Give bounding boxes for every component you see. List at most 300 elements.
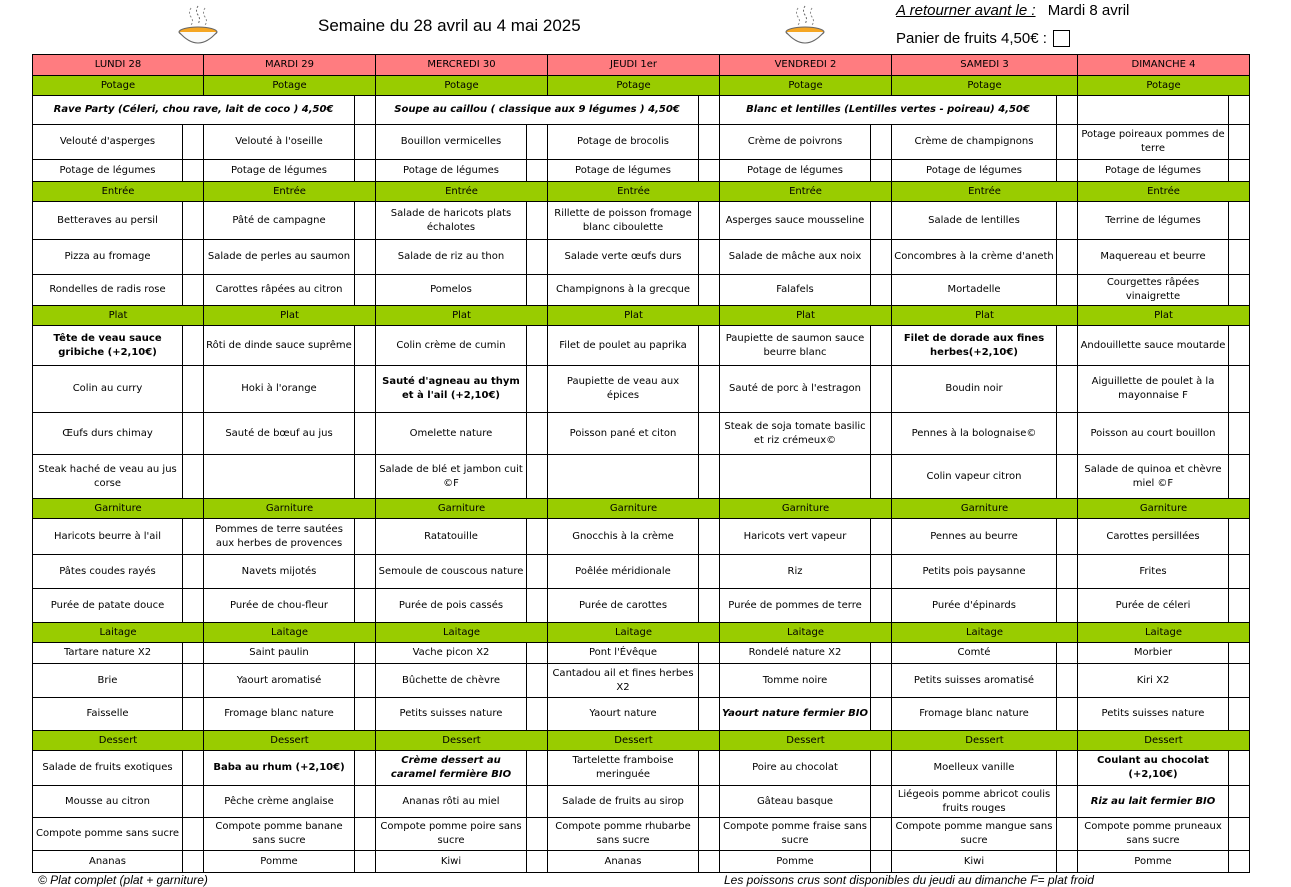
menu-row [33,240,1250,275]
quantity-cell[interactable] [1057,555,1078,589]
menu-item: Gâteau basque [720,786,871,818]
quantity-cell[interactable] [355,664,376,698]
menu-item: Compote pomme pruneaux sans sucre [1078,818,1229,851]
category-header-potage: Potage [376,76,548,96]
menu-item: Velouté d'asperges [33,125,183,160]
quantity-cell[interactable] [183,202,204,240]
quantity-cell[interactable] [1057,786,1078,818]
menu-row [33,160,1250,182]
quantity-cell[interactable] [871,664,892,698]
menu-row [33,555,1250,589]
menu-item: Brie [33,664,183,698]
day-header: DIMANCHE 4 [1078,55,1250,76]
quantity-cell[interactable] [871,413,892,455]
menu-item: Comté [892,643,1057,664]
menu-item: Rôti de dinde sauce suprême [204,326,355,366]
category-header-entree: Entrée [204,182,376,202]
quantity-cell[interactable] [871,455,892,499]
menu-item: Sauté de bœuf au jus [204,413,355,455]
quantity-cell[interactable] [699,125,720,160]
quantity-cell[interactable] [183,664,204,698]
category-header-plat: Plat [548,306,720,326]
quantity-cell[interactable] [527,366,548,413]
quantity-cell[interactable] [871,555,892,589]
menu-row [33,455,1250,499]
menu-item: Compote pomme mangue sans sucre [892,818,1057,851]
menu-item: Mortadelle [892,275,1057,306]
quantity-cell[interactable] [355,96,376,125]
quantity-cell[interactable] [527,698,548,731]
quantity-cell[interactable] [1057,698,1078,731]
quantity-cell[interactable] [527,519,548,555]
quantity-cell[interactable] [1057,851,1078,873]
quantity-cell[interactable] [1057,96,1078,125]
quantity-cell[interactable] [355,519,376,555]
menu-item: Pomme [1078,851,1229,873]
menu-item: Filet de poulet au paprika [548,326,699,366]
menu-item: Bûchette de chèvre [376,664,527,698]
menu-item: Haricots beurre à l'ail [33,519,183,555]
page-title: Semaine du 28 avril au 4 mai 2025 [318,16,581,35]
menu-row [33,519,1250,555]
menu-row [33,818,1250,851]
quantity-cell[interactable] [699,455,720,499]
menu-item: Salade de blé et jambon cuit ©F [376,455,527,499]
category-header-garniture: Garniture [548,499,720,519]
quantity-cell[interactable] [1229,366,1250,413]
quantity-cell[interactable] [699,698,720,731]
quantity-cell[interactable] [699,555,720,589]
quantity-cell[interactable] [355,555,376,589]
menu-item: Tête de veau sauce gribiche (+2,10€) [33,326,183,366]
quantity-cell[interactable] [527,160,548,182]
menu-item [204,455,355,499]
quantity-cell[interactable] [1057,818,1078,851]
menu-item: Sauté de porc à l'estragon [720,366,871,413]
quantity-cell[interactable] [183,786,204,818]
quantity-cell[interactable] [355,326,376,366]
menu-item: Petits suisses aromatisé [892,664,1057,698]
quantity-cell[interactable] [1057,326,1078,366]
menu-item: Tomme noire [720,664,871,698]
menu-item: Ananas rôti au miel [376,786,527,818]
quantity-cell[interactable] [527,125,548,160]
quantity-cell[interactable] [183,413,204,455]
quantity-cell[interactable] [871,275,892,306]
quantity-cell[interactable] [355,851,376,873]
menu-item: Potage de légumes [1078,160,1229,182]
menu-item: Crème dessert au caramel fermière BIO [376,751,527,786]
menu-item: Purée de patate douce [33,589,183,623]
menu-item: Rillette de poisson fromage blanc ciboulette [548,202,699,240]
menu-item: Salade de mâche aux noix [720,240,871,275]
quantity-cell[interactable] [355,751,376,786]
menu-item: Riz [720,555,871,589]
quantity-cell[interactable] [1229,96,1250,125]
menu-item: Pennes à la bolognaise© [892,413,1057,455]
category-header-potage: Potage [892,76,1078,96]
menu-item: Colin vapeur citron [892,455,1057,499]
menu-item: Purée de carottes [548,589,699,623]
quantity-cell[interactable] [527,455,548,499]
menu-item: Mousse au citron [33,786,183,818]
quantity-cell[interactable] [1229,275,1250,306]
quantity-cell[interactable] [871,786,892,818]
quantity-cell[interactable] [355,786,376,818]
footer-note: Les poissons crus sont disponibles du jeudi au dimanche F= plat froid [724,873,1094,887]
quantity-cell[interactable] [355,413,376,455]
quantity-cell[interactable] [1057,751,1078,786]
quantity-cell[interactable] [1057,275,1078,306]
menu-item: Colin crème de cumin [376,326,527,366]
category-header-dessert: Dessert [548,731,720,751]
special-soup: Soupe au caillou ( classique aux 9 légumes ) 4,50€ [376,96,699,125]
special-soup [1078,96,1229,125]
category-header-potage: Potage [204,76,376,96]
quantity-cell[interactable] [183,240,204,275]
quantity-cell[interactable] [699,589,720,623]
menu-item: Salade de lentilles [892,202,1057,240]
quantity-cell[interactable] [1229,519,1250,555]
menu-row [33,275,1250,306]
menu-row [33,326,1250,366]
quantity-cell[interactable] [699,202,720,240]
quantity-cell[interactable] [355,240,376,275]
menu-item: Poisson au court bouillon [1078,413,1229,455]
quantity-cell[interactable] [699,413,720,455]
category-header-laitage: Laitage [33,623,204,643]
quantity-cell[interactable] [1229,160,1250,182]
menu-item: Kiwi [892,851,1057,873]
quantity-cell[interactable] [1229,851,1250,873]
menu-item: Salade de haricots plats échalotes [376,202,527,240]
category-header-potage: Potage [33,76,204,96]
menu-item: Purée de céleri [1078,589,1229,623]
category-header-entree: Entrée [33,182,204,202]
quantity-cell[interactable] [699,160,720,182]
quantity-cell[interactable] [699,664,720,698]
quantity-cell[interactable] [1229,786,1250,818]
category-header-plat: Plat [720,306,892,326]
category-header-entree: Entrée [720,182,892,202]
quantity-cell[interactable] [1229,589,1250,623]
quantity-cell[interactable] [1057,366,1078,413]
quantity-cell[interactable] [1057,202,1078,240]
menu-item: Asperges sauce mousseline [720,202,871,240]
quantity-cell[interactable] [355,589,376,623]
menu-item: Potage de légumes [33,160,183,182]
menu-item: Filet de dorade aux fines herbes(+2,10€) [892,326,1057,366]
menu-row [33,643,1250,664]
quantity-cell[interactable] [1229,413,1250,455]
menu-item: Salade de quinoa et chèvre miel ©F [1078,455,1229,499]
quantity-cell[interactable] [1057,125,1078,160]
quantity-cell[interactable] [183,125,204,160]
menu-item: Pont l'Évêque [548,643,699,664]
menu-item: Haricots vert vapeur [720,519,871,555]
weekly-menu-table [32,54,1250,873]
menu-item: Carottes persillées [1078,519,1229,555]
quantity-cell[interactable] [871,698,892,731]
menu-item: Potage de légumes [376,160,527,182]
menu-item: Potage de brocolis [548,125,699,160]
menu-item [720,455,871,499]
quantity-cell[interactable] [871,240,892,275]
quantity-cell[interactable] [699,818,720,851]
fruit-basket-checkbox[interactable] [1053,30,1070,47]
menu-item: Pomelos [376,275,527,306]
quantity-cell[interactable] [699,240,720,275]
special-soup: Rave Party (Céleri, chou rave, lait de coco ) 4,50€ [33,96,355,125]
menu-item: Compote pomme fraise sans sucre [720,818,871,851]
quantity-cell[interactable] [1229,455,1250,499]
menu-item: Œufs durs chimay [33,413,183,455]
menu-item: Omelette nature [376,413,527,455]
menu-item: Pâté de campagne [204,202,355,240]
menu-item: Crème de poivrons [720,125,871,160]
quantity-cell[interactable] [527,413,548,455]
quantity-cell[interactable] [699,326,720,366]
menu-item: Betteraves au persil [33,202,183,240]
quantity-cell[interactable] [1057,160,1078,182]
day-header: JEUDI 1er [548,55,720,76]
category-header-entree: Entrée [548,182,720,202]
category-header-plat: Plat [376,306,548,326]
quantity-cell[interactable] [355,698,376,731]
menu-item: Salade de fruits exotiques [33,751,183,786]
menu-item: Colin au curry [33,366,183,413]
menu-item: Rondelles de radis rose [33,275,183,306]
menu-item: Ananas [33,851,183,873]
quantity-cell[interactable] [527,786,548,818]
menu-item: Poisson pané et citon [548,413,699,455]
quantity-cell[interactable] [183,555,204,589]
quantity-cell[interactable] [871,125,892,160]
deadline-label: A retourner avant le : [896,2,1036,19]
menu-item: Salade de fruits au sirop [548,786,699,818]
menu-item: Paupiette de saumon sauce beurre blanc [720,326,871,366]
quantity-cell[interactable] [527,818,548,851]
menu-item: Andouillette sauce moutarde [1078,326,1229,366]
category-header-dessert: Dessert [1078,731,1250,751]
menu-row [33,125,1250,160]
quantity-cell[interactable] [871,589,892,623]
day-header: LUNDI 28 [33,55,204,76]
menu-item: Liégeois pomme abricot coulis fruits rouges [892,786,1057,818]
quantity-cell[interactable] [1229,818,1250,851]
quantity-cell[interactable] [183,851,204,873]
quantity-cell[interactable] [1229,202,1250,240]
quantity-cell[interactable] [183,275,204,306]
quantity-cell[interactable] [527,664,548,698]
quantity-cell[interactable] [871,366,892,413]
category-header-dessert: Dessert [204,731,376,751]
quantity-cell[interactable] [1057,455,1078,499]
quantity-cell[interactable] [871,818,892,851]
menu-item: Potage de légumes [892,160,1057,182]
quantity-cell[interactable] [1057,240,1078,275]
quantity-cell[interactable] [183,698,204,731]
category-header-garniture: Garniture [33,499,204,519]
menu-item: Compote pomme sans sucre [33,818,183,851]
quantity-cell[interactable] [871,326,892,366]
quantity-cell[interactable] [699,851,720,873]
category-header-plat: Plat [892,306,1078,326]
specials-row [33,96,1250,125]
quantity-cell[interactable] [1057,589,1078,623]
quantity-cell[interactable] [355,455,376,499]
menu-item: Ratatouille [376,519,527,555]
category-header-garniture: Garniture [1078,499,1250,519]
quantity-cell[interactable] [527,589,548,623]
quantity-cell[interactable] [183,160,204,182]
menu-item: Maquereau et beurre [1078,240,1229,275]
menu-item: Cantadou ail et fines herbes X2 [548,664,699,698]
quantity-cell[interactable] [527,643,548,664]
quantity-cell[interactable] [527,275,548,306]
category-header-laitage: Laitage [892,623,1078,643]
menu-item: Pêche crème anglaise [204,786,355,818]
quantity-cell[interactable] [527,202,548,240]
quantity-cell[interactable] [1057,664,1078,698]
menu-item: Purée de chou-fleur [204,589,355,623]
quantity-cell[interactable] [699,96,720,125]
quantity-cell[interactable] [871,751,892,786]
menu-item: Sauté d'agneau au thym et à l'ail (+2,10€) [376,366,527,413]
quantity-cell[interactable] [183,643,204,664]
quantity-cell[interactable] [183,818,204,851]
menu-item: Potage de légumes [204,160,355,182]
quantity-cell[interactable] [699,366,720,413]
menu-item: Terrine de légumes [1078,202,1229,240]
menu-item: Courgettes râpées vinaigrette [1078,275,1229,306]
quantity-cell[interactable] [355,366,376,413]
category-header-laitage: Laitage [204,623,376,643]
quantity-cell[interactable] [1229,751,1250,786]
footer-legend: © Plat complet (plat + garniture) [38,873,208,887]
quantity-cell[interactable] [355,125,376,160]
category-header-dessert: Dessert [720,731,892,751]
menu-row [33,751,1250,786]
quantity-cell[interactable] [1229,125,1250,160]
quantity-cell[interactable] [1229,664,1250,698]
menu-item: Salade de perles au saumon [204,240,355,275]
category-header-entree: Entrée [376,182,548,202]
quantity-cell[interactable] [871,519,892,555]
menu-item: Yaourt nature fermier BIO [720,698,871,731]
quantity-cell[interactable] [1229,643,1250,664]
menu-item: Fromage blanc nature [204,698,355,731]
quantity-cell[interactable] [183,326,204,366]
category-header-potage: Potage [1078,76,1250,96]
menu-item: Fromage blanc nature [892,698,1057,731]
quantity-cell[interactable] [699,275,720,306]
menu-row [33,664,1250,698]
menu-item: Velouté à l'oseille [204,125,355,160]
menu-item: Navets mijotés [204,555,355,589]
quantity-cell[interactable] [871,851,892,873]
soup-bowl-icon [176,2,220,48]
menu-item: Potage de légumes [548,160,699,182]
menu-item: Moelleux vanille [892,751,1057,786]
quantity-cell[interactable] [699,643,720,664]
quantity-cell[interactable] [699,786,720,818]
quantity-cell[interactable] [183,589,204,623]
quantity-cell[interactable] [527,555,548,589]
menu-item: Petits pois paysanne [892,555,1057,589]
menu-item: Salade verte œufs durs [548,240,699,275]
quantity-cell[interactable] [527,240,548,275]
quantity-cell[interactable] [1057,413,1078,455]
category-header-plat: Plat [33,306,204,326]
category-header-plat: Plat [1078,306,1250,326]
quantity-cell[interactable] [355,160,376,182]
menu-item: Kiri X2 [1078,664,1229,698]
menu-row [33,851,1250,873]
quantity-cell[interactable] [527,751,548,786]
quantity-cell[interactable] [699,519,720,555]
quantity-cell[interactable] [527,326,548,366]
menu-item: Faisselle [33,698,183,731]
category-header-garniture: Garniture [892,499,1078,519]
quantity-cell[interactable] [183,519,204,555]
quantity-cell[interactable] [183,751,204,786]
menu-item: Pâtes coudes rayés [33,555,183,589]
quantity-cell[interactable] [1057,519,1078,555]
menu-item: Potage poireaux pommes de terre [1078,125,1229,160]
category-header-dessert: Dessert [376,731,548,751]
quantity-cell[interactable] [871,643,892,664]
quantity-cell[interactable] [527,851,548,873]
quantity-cell[interactable] [1229,240,1250,275]
category-header-plat: Plat [204,306,376,326]
menu-item: Saint paulin [204,643,355,664]
quantity-cell[interactable] [355,643,376,664]
day-header: MARDI 29 [204,55,376,76]
menu-item: Vache picon X2 [376,643,527,664]
quantity-cell[interactable] [355,818,376,851]
quantity-cell[interactable] [1229,555,1250,589]
menu-item: Petits suisses nature [1078,698,1229,731]
menu-item: Purée de pois cassés [376,589,527,623]
quantity-cell[interactable] [1229,698,1250,731]
quantity-cell[interactable] [871,202,892,240]
day-header: VENDREDI 2 [720,55,892,76]
soup-bowl-icon [783,2,827,48]
menu-item: Crème de champignons [892,125,1057,160]
day-header: SAMEDI 3 [892,55,1078,76]
quantity-cell[interactable] [183,366,204,413]
category-header-garniture: Garniture [376,499,548,519]
quantity-cell[interactable] [355,202,376,240]
quantity-cell[interactable] [1229,326,1250,366]
quantity-cell[interactable] [355,275,376,306]
menu-item: Pomme [204,851,355,873]
menu-item: Semoule de couscous nature [376,555,527,589]
menu-row [33,366,1250,413]
deadline-value: Mardi 8 avril [1047,2,1130,19]
menu-item: Falafels [720,275,871,306]
menu-item: Ananas [548,851,699,873]
menu-item: Steak de soja tomate basilic et riz crémeux© [720,413,871,455]
quantity-cell[interactable] [699,751,720,786]
quantity-cell[interactable] [183,455,204,499]
menu-item: Frites [1078,555,1229,589]
quantity-cell[interactable] [1057,643,1078,664]
menu-item: Salade de riz au thon [376,240,527,275]
special-soup: Blanc et lentilles (Lentilles vertes - poireau) 4,50€ [720,96,1057,125]
quantity-cell[interactable] [871,160,892,182]
